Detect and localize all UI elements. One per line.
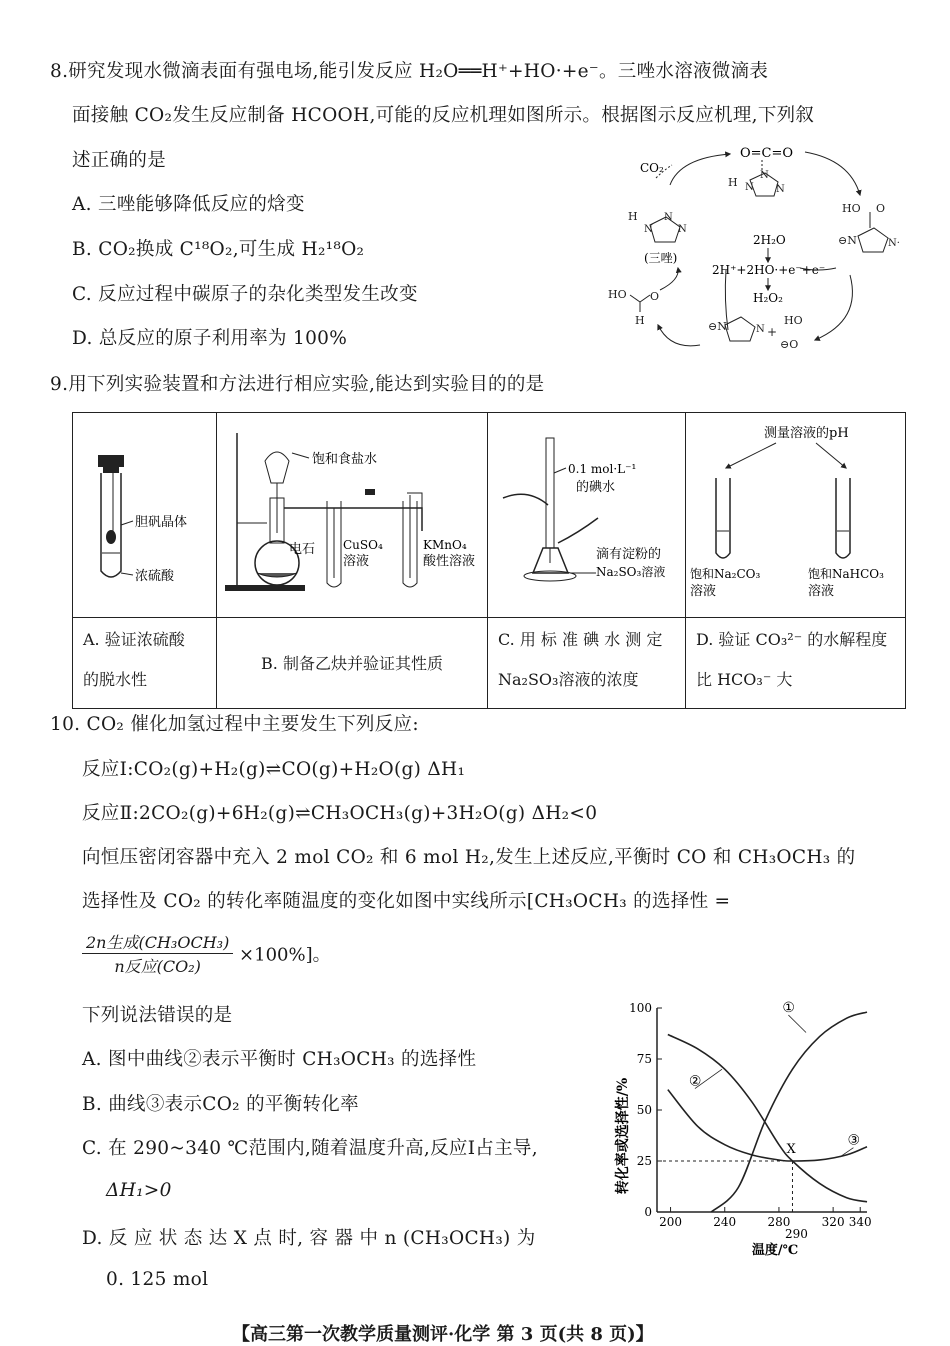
- cell-a-caption: [73, 618, 217, 709]
- q8-line3: 述正确的是: [72, 150, 167, 171]
- x-tick-label: 340: [848, 1215, 872, 1229]
- label-nahco3-2: 溶液: [808, 584, 835, 599]
- q10-reaction-1: 反应Ⅰ:CO₂(g)+H₂(g)⇌CO(g)+H₂O(g) ΔH₁: [82, 759, 466, 780]
- fraction-denominator: n反应(CO₂): [114, 957, 201, 976]
- caption-a-2: 的脱水性: [83, 670, 148, 689]
- series-label-3: ③: [847, 1132, 861, 1149]
- label-carbide: 电石: [289, 542, 316, 557]
- svg-text:HO: HO: [608, 288, 627, 301]
- selectivity-chart: [605, 996, 900, 1260]
- q10-para-2: 选择性及 CO₂ 的转化率随温度的变化如图中实线所示[CH₃OCH₃ 的选择性 =: [82, 891, 731, 912]
- svg-text:HO: HO: [842, 202, 861, 215]
- q10-option-c2: ΔH₁>0: [106, 1180, 172, 1201]
- mechanism-diagram: [600, 140, 910, 360]
- fraction-tail: ×100%]。: [239, 944, 331, 966]
- cell-b-caption: [217, 618, 488, 709]
- q10-para-1: 向恒压密闭容器中充入 2 mol CO₂ 和 6 mol H₂,发生上述反应,平衡时 CO 和 CH₃OCH₃ 的: [82, 847, 856, 868]
- x-tick-label: 240: [713, 1215, 737, 1229]
- x-marked-label: 290: [785, 1227, 808, 1241]
- q8-line2: 面接触 CO₂发生反应制备 HCOOH,可能的反应机理如图所示。根据图示反应机理,下列叙: [72, 105, 815, 126]
- svg-text:N: N: [678, 224, 687, 235]
- point-x-label: X: [786, 1142, 796, 1157]
- svg-text:H: H: [635, 314, 645, 327]
- caption-d-2: 比 HCO₃⁻ 大: [696, 670, 793, 689]
- series-line-2: [668, 1035, 867, 1202]
- triazole-left-icon: [628, 210, 687, 242]
- y-tick-label: 75: [636, 1052, 652, 1066]
- series-leader-1: [788, 1015, 806, 1032]
- fraction-numerator: 2n生成(CH₃OCH₃): [82, 930, 233, 954]
- q10-stem: 10. CO₂ 催化加氢过程中主要发生下列反应:: [50, 714, 419, 735]
- triazolide-formate-icon: [708, 314, 803, 351]
- svg-text:N: N: [745, 182, 754, 193]
- series-line-1: [711, 1012, 867, 1212]
- test-tube-a-icon: [73, 413, 216, 613]
- q10-option-d2: 0. 125 mol: [106, 1269, 209, 1290]
- label-crystal: 胆矾晶体: [135, 515, 188, 530]
- label-iodine-2: 的碘水: [576, 480, 616, 495]
- label-na2co3-2: 溶液: [690, 584, 717, 599]
- q8-option-b: B. CO₂换成 C¹⁸O₂,可生成 H₂¹⁸O₂: [72, 239, 365, 260]
- q10-option-a: A. 图中曲线②表示平衡时 CH₃OCH₃ 的选择性: [82, 1049, 477, 1070]
- caption-c-1: C. 用 标 准 碘 水 测 定: [498, 630, 663, 649]
- svg-text:O: O: [650, 290, 660, 303]
- cell-c-figure: [488, 413, 686, 618]
- label-starch-1: 滴有淀粉的: [596, 547, 662, 562]
- label-starch-2: Na₂SO₃溶液: [596, 565, 666, 579]
- ph-tubes-icon: [686, 413, 905, 613]
- cycle-arrow-top: [670, 154, 730, 185]
- caption-d-1: D. 验证 CO₃²⁻ 的水解程度: [696, 630, 888, 649]
- q8-option-c: C. 反应过程中碳原子的杂化类型发生改变: [72, 284, 418, 305]
- cycle-arrow-right-bottom: [815, 275, 852, 340]
- caption-b: B. 制备乙炔并验证其性质: [261, 654, 443, 673]
- svg-text:HO: HO: [784, 314, 803, 327]
- cell-c-caption: [488, 618, 686, 709]
- q9-stem: 9.用下列实验装置和方法进行相应实验,能达到实验目的的是: [50, 374, 545, 395]
- q10-option-c1: C. 在 290~340 ℃范围内,随着温度升高,反应Ⅰ占主导,: [82, 1138, 538, 1159]
- y-tick-label: 50: [636, 1103, 652, 1117]
- cycle-arrow-right-top: [805, 152, 860, 195]
- label-brine: 饱和食盐水: [312, 452, 378, 467]
- label-nahco3-1: 饱和NaHCO₃: [808, 567, 884, 581]
- titration-apparatus-icon: [488, 413, 685, 613]
- cell-a-figure: [73, 413, 217, 618]
- diagram-triazole-label: (三唑): [644, 251, 678, 265]
- diagram-oco: O=C=O: [740, 146, 794, 161]
- cell-b-figure: [217, 413, 488, 618]
- svg-text:N: N: [644, 224, 653, 235]
- label-ph: 测量溶液的pH: [764, 426, 849, 441]
- x-tick-label: 320: [821, 1215, 845, 1229]
- q8-line1: 8.研究发现水微滴表面有强电场,能引发反应 H₂O══H⁺+HO·+e⁻。三唑水溶液微滴表: [50, 61, 769, 82]
- svg-text:⊖N: ⊖N: [838, 234, 857, 247]
- q10-reaction-2: 反应Ⅱ:2CO₂(g)+6H₂(g)⇌CH₃OCH₃(g)+3H₂O(g) ΔH₂<0: [82, 803, 598, 824]
- caption-a-1: A. 验证浓硫酸: [83, 630, 185, 649]
- svg-text:H: H: [628, 210, 638, 223]
- diagram-co2: CO₂: [640, 161, 664, 175]
- selectivity-fraction: [82, 930, 331, 977]
- svg-text:N: N: [760, 170, 769, 181]
- label-iodine-1: 0.1 mol·L⁻¹: [568, 462, 637, 476]
- caption-c-2: Na₂SO₃溶液的浓度: [498, 670, 639, 689]
- series-label-2: ②: [688, 1073, 702, 1090]
- q8-option-d: D. 总反应的原子利用率为 100%: [72, 328, 348, 349]
- label-kmno4-2: 酸性溶液: [423, 554, 476, 569]
- svg-text:+: +: [767, 325, 778, 339]
- diagram-h2o2: H₂O₂: [753, 291, 783, 305]
- triazole-adduct-icon: [838, 202, 900, 252]
- label-na2co3-1: 饱和Na₂CO₃: [690, 567, 761, 581]
- svg-text:⊖N: ⊖N: [708, 320, 727, 333]
- svg-text:O: O: [876, 202, 886, 215]
- svg-text:N: N: [664, 212, 673, 223]
- y-tick-label: 0: [644, 1205, 652, 1219]
- acetylene-apparatus-icon: [217, 413, 487, 613]
- diagram-water: 2H₂O: [753, 233, 786, 247]
- label-cuso4-1: CuSO₄: [343, 538, 383, 552]
- formic-acid-icon: [608, 288, 659, 327]
- q8-option-a: A. 三唑能够降低反应的焓变: [72, 194, 305, 215]
- series-label-1: ①: [782, 1000, 795, 1017]
- y-tick-label: 25: [636, 1154, 652, 1168]
- cycle-arrow-left: [660, 268, 678, 290]
- q10-ask: 下列说法错误的是: [82, 1005, 233, 1026]
- q10-option-b: B. 曲线③表示CO₂ 的平衡转化率: [82, 1094, 359, 1115]
- x-tick-label: 200: [659, 1215, 683, 1229]
- diagram-products: 2H⁺+2HO·+e⁻+e⁻: [712, 263, 826, 277]
- label-kmno4-1: KMnO₄: [423, 538, 467, 552]
- chart-ylabel: 转化率或选择性/%: [615, 1077, 631, 1195]
- svg-text:H: H: [728, 176, 738, 189]
- page-footer: 【高三第一次教学质量测评·化学 第 3 页(共 8 页)】: [232, 1324, 654, 1345]
- label-cuso4-2: 溶液: [343, 554, 370, 569]
- cell-d-caption: [686, 618, 906, 709]
- triazole-top-icon: [728, 160, 785, 196]
- experiment-table: [72, 412, 906, 709]
- svg-text:N: N: [756, 324, 765, 335]
- x-tick-label: 280: [767, 1215, 791, 1229]
- svg-text:N: N: [776, 184, 785, 195]
- svg-text:⊖O: ⊖O: [780, 338, 799, 351]
- cell-d-figure: [686, 413, 906, 618]
- y-tick-label: 100: [629, 1001, 652, 1015]
- cycle-arrow-bottom-left: [658, 325, 700, 346]
- svg-text:N·: N·: [888, 238, 900, 249]
- label-conc-acid: 浓硫酸: [135, 569, 175, 584]
- chart-xlabel: 温度/℃: [751, 1243, 799, 1258]
- q10-option-d1: D. 反 应 状 态 达 X 点 时, 容 器 中 n (CH₃OCH₃) 为: [82, 1228, 536, 1249]
